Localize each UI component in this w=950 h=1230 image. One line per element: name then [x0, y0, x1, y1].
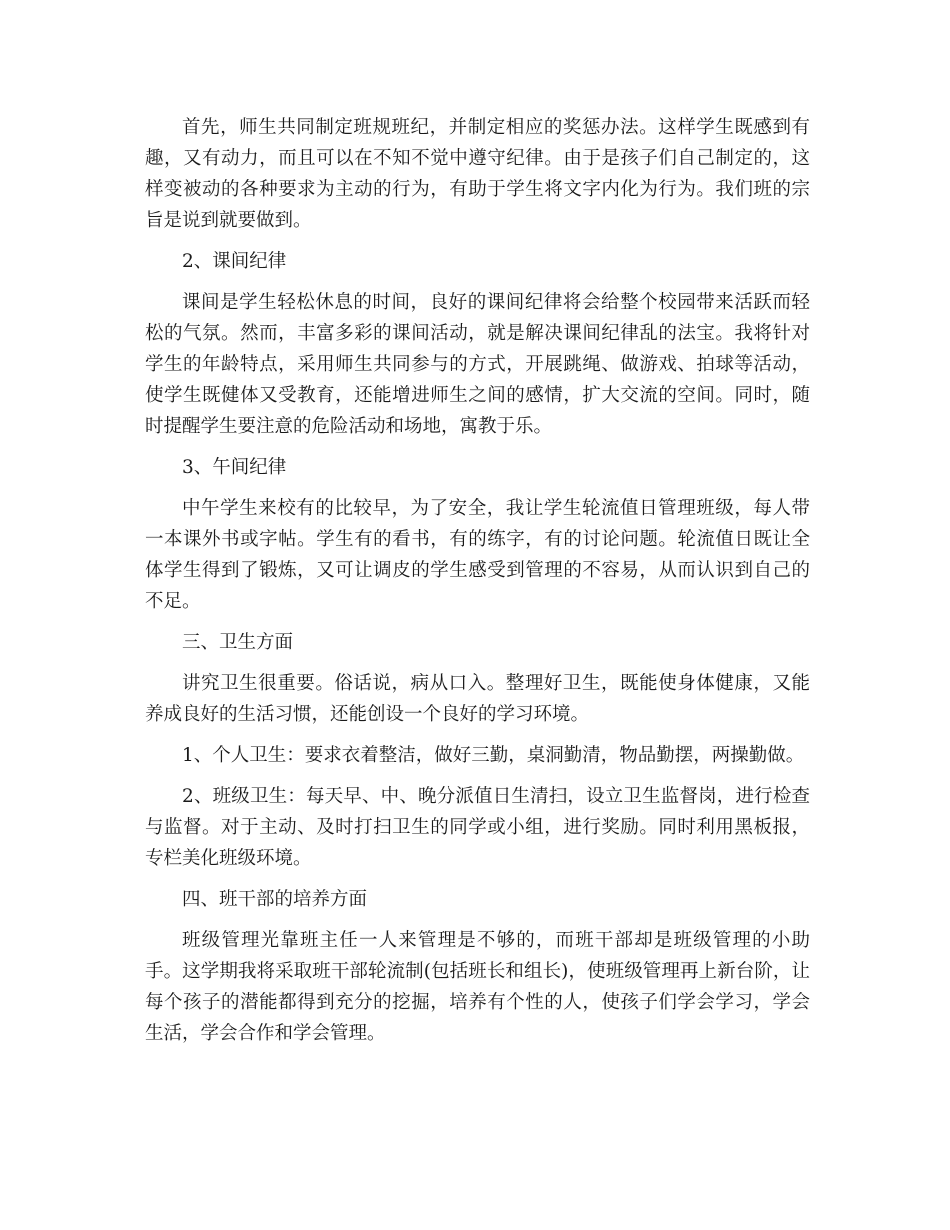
paragraph-hygiene-intro: 讲究卫生很重要。俗话说，病从口入。整理好卫生，既能使身体健康，又能养成良好的生活习惯，还能创设一个良好的学习环境。: [145, 673, 810, 725]
paragraph-personal-hygiene: 1、个人卫生：要求衣着整洁，做好三勤，桌洞勤清，物品勤摆，两操勤做。: [182, 745, 805, 766]
paragraph-class-hygiene: 2、班级卫生：每天早、中、晚分派值日生清扫，设立卫生监督岗，进行检查与监督。对于主动、及时打扫卫生的同学或小组，进行奖励。同时利用黑板报，专栏美化班级环境。: [145, 786, 810, 869]
paragraph-rules: 首先，师生共同制定班规班纪，并制定相应的奖惩办法。这样学生既感到有趣，又有动力，而且可以在不知不觉中遵守纪律。由于是孩子们自己制定的，这样变被动的各种要求为主动的行为，有助于学生将文字内化为行为。我们班的宗旨是说到就要做到。: [145, 117, 810, 231]
paragraph-class-cadres: 班级管理光靠班主任一人来管理是不够的，而班干部却是班级管理的小助手。这学期我将采取班干部轮流制(包括班长和组长)，使班级管理再上新台阶，让每个孩子的潜能都得到充分的挖掘，培养有个性的人，使孩子们学会学习，学会生活，学会合作和学会管理。: [145, 930, 810, 1044]
document-page: [145, 112, 810, 1059]
heading-hygiene: 三、卫生方面: [182, 632, 294, 653]
heading-noon-discipline: 3、午间纪律: [182, 457, 287, 478]
heading-recess-discipline: 2、课间纪律: [182, 251, 287, 272]
paragraph-recess: 课间是学生轻松休息的时间，良好的课间纪律将会给整个校园带来活跃而轻松的气氛。然而，丰富多彩的课间活动，就是解决课间纪律乱的法宝。我将针对学生的年龄特点，采用师生共同参与的方式，开展跳绳、做游戏、拍球等活动，使学生既健体又受教育，还能增进师生之间的感情，扩大交流的空间。同时，随时提醒学生要注意的危险活动和场地，寓教于乐。: [145, 292, 810, 437]
paragraph-noon: 中午学生来校有的比较早，为了安全，我让学生轮流值日管理班级，每人带一本课外书或字帖。学生有的看书，有的练字，有的讨论问题。轮流值日既让全体学生得到了锻炼，又可让调皮的学生感受到管理的不容易，从而认识到自己的不足。: [145, 498, 810, 612]
heading-class-cadres: 四、班干部的培养方面: [182, 889, 368, 910]
